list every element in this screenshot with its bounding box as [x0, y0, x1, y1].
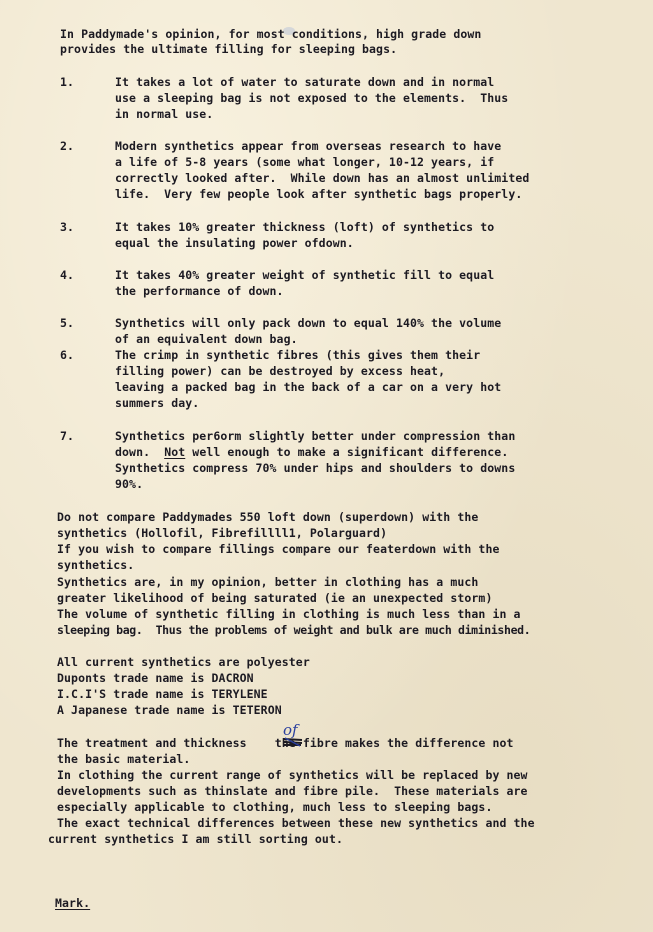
point-number: 1.	[60, 75, 75, 89]
intro-line: In Paddymade's opinion, for most conditions, high grade down	[60, 27, 482, 41]
handwritten-correction: of	[283, 721, 298, 739]
body-line: synthetics (Hollofil, Fibrefillll1, Polarguard)	[57, 526, 388, 540]
body-line: sleeping bag. Thus the problems of weight and bulk are much diminished.	[57, 623, 531, 637]
point-number: 6.	[60, 348, 75, 362]
point-line: Synthetics will only pack down to equal 140% the volume	[115, 316, 502, 330]
body-line: greater likelihood of being saturated (ie an unexpected storm)	[57, 591, 493, 605]
point-line: summers day.	[115, 396, 200, 410]
point-number: 2.	[60, 139, 75, 153]
signature: Mark.	[55, 896, 91, 910]
body-line: developments such as thinslate and fibre pile. These materials are	[57, 784, 528, 798]
point-line: equal the insulating power ofdown.	[115, 236, 354, 250]
point-line: leaving a packed bag in the back of a car on a very hot	[115, 380, 502, 394]
point-line: It takes 40% greater weight of synthetic fill to equal	[115, 268, 495, 282]
point-line: The crimp in synthetic fibres (this gives them their	[115, 348, 481, 362]
point-line: filling power) can be destroyed by excess heat,	[115, 364, 446, 378]
point-line: Synthetics compress 70% under hips and shoulders to downs	[115, 461, 516, 475]
body-line: The volume of synthetic filling in clothing is much less than in a	[57, 607, 521, 621]
point-number: 4.	[60, 268, 75, 282]
body-line: Synthetics are, in my opinion, better in clothing has a much	[57, 575, 479, 589]
body-line: All current synthetics are polyester	[57, 655, 310, 669]
point-line-start: down.	[115, 445, 151, 459]
intro-line: provides the ultimate filling for sleeping bags.	[60, 42, 398, 56]
strikeout-scribble	[283, 736, 303, 748]
point-line: life. Very few people look after synthetic bags properly.	[115, 187, 523, 201]
body-line: synthetics.	[57, 558, 135, 572]
point-line	[115, 445, 508, 460]
body-line: If you wish to compare fillings compare our featerdown with the	[57, 542, 500, 556]
point-line: 90%.	[115, 477, 144, 491]
point-number: 7.	[60, 429, 75, 443]
point-line: in normal use.	[115, 107, 214, 121]
treatment-end: the fibre makes the difference not	[274, 736, 514, 750]
body-line: especially applicable to clothing, much less to sleeping bags.	[57, 800, 493, 814]
body-line: Duponts trade name is DACRON	[57, 671, 254, 685]
point-number: 5.	[60, 316, 75, 330]
point-line: correctly looked after. While down has an almost unlimited	[115, 171, 530, 185]
point-line: Modern synthetics appear from overseas research to have	[115, 139, 502, 153]
body-line: current synthetics I am still sorting out.	[48, 832, 343, 846]
body-line: In clothing the current range of synthetics will be replaced by new	[57, 768, 528, 782]
point-line-rest: well enough to make a significant difference.	[192, 445, 509, 459]
body-line: A Japanese trade name is TETERON	[57, 703, 282, 717]
point-line: the performance of down.	[115, 284, 284, 298]
point-line: Synthetics per6orm slightly better under compression than	[115, 429, 516, 443]
body-line: Do not compare Paddymades 550 loft down (superdown) with the	[57, 510, 479, 524]
point-line: a life of 5-8 years (some what longer, 10-12 years, if	[115, 155, 495, 169]
point-line: It takes 10% greater thickness (loft) of synthetics to	[115, 220, 495, 234]
body-line: I.C.I'S trade name is TERYLENE	[57, 687, 268, 701]
point-number: 3.	[60, 220, 75, 234]
point-line: It takes a lot of water to saturate down and in normal	[115, 75, 495, 89]
body-line: The exact technical differences between these new synthetics and the	[57, 816, 535, 830]
point-line: use a sleeping bag is not exposed to the elements. Thus	[115, 91, 509, 105]
point-line: of an equivalent down bag.	[115, 332, 298, 346]
body-line: the basic material.	[57, 752, 191, 766]
treatment-start: The treatment and thickness	[57, 736, 247, 750]
underlined-word: Not	[164, 445, 186, 459]
